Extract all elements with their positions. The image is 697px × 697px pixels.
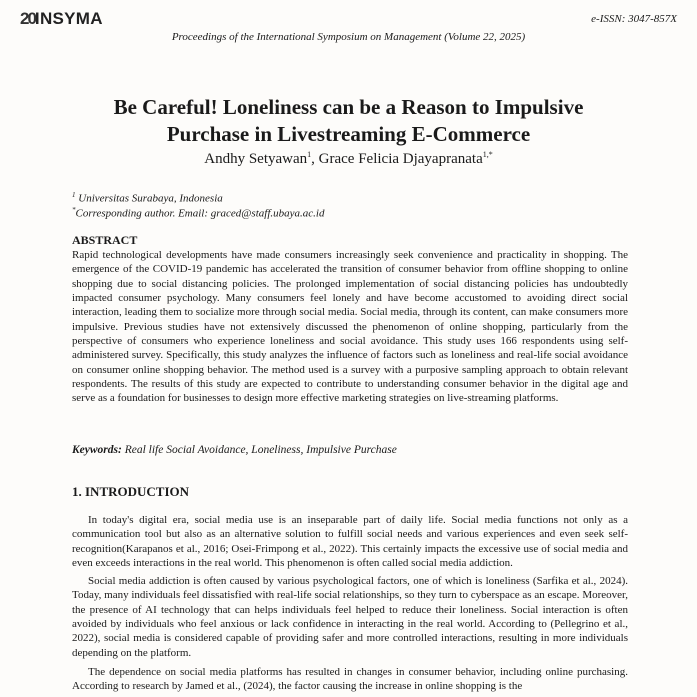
corresponding-author (72, 206, 632, 220)
insyma-logo (20, 9, 103, 29)
author-1: Andhy Setyawan (204, 151, 308, 167)
abstract-heading: ABSTRACT (72, 233, 138, 247)
keywords-line (72, 444, 628, 456)
author-2-affiliation: 1,* (482, 150, 493, 159)
logo-prefix: 20 (20, 9, 35, 28)
abstract-text: Rapid technological developments have made consumers increasingly seek convenience and practicality in shopping. The emergence of the COVID-19 pandemic has accelerated the transition of consumer behavior from offline shopping to online shopping due to social distancing policies. The prolonged implementation of social distancing policies has undoubtedly impacted consumer psychology. Many consumers feel lonely and have become accustomed to avoiding direct social interaction, leading them to socialize more through social media. Social media, through its content, can make consumers more impulsive. Previous studies have not extensively discussed the phenomenon of online shopping, particularly from the perspective of consumers who experience loneliness and social avoidance. This study uses 166 respondents using self-administered survey. Specifically, this study analyzes the influence of factors such as loneliness and real-life social avoidance on consumer online shopping behavior. The method used is a survey with a purposive sampling approach to obtain relevant respondents. The results of this study are expected to contribute to understanding consumer behavior in the digital age and serve as a foundation for businesses to design more effective marketing strategies on live-streaming platforms. (72, 249, 628, 405)
keywords-label: Keywords: (72, 444, 122, 456)
title-line-1: Be Careful! Loneliness can be a Reason to Impulsive (113, 95, 584, 119)
corresponding-marker: * (72, 206, 76, 214)
introduction-heading: 1. INTRODUCTION (72, 484, 190, 499)
intro-paragraph-2: Social media addiction is often caused by various psychological factors, one of which is loneliness (Sarfika et al., 2024). Today, many individuals feel dissatisfied with real-life social relationships, so they turn to cyberspace as an escape. Moreover, the presence of AI technology that can helps individuals feel helped to reduce their loneliness. Social interaction is often avoided by individuals who feel anxious or lack confidence in interacting in the real world. According to (Pellegrino et al., 2022), social media is considered capable of providing safer and more controlled interactions, resulting in more individuals depending on the platform. (72, 575, 628, 659)
author-separator: , (311, 151, 319, 167)
proceedings-header: Proceedings of the International Symposium on Management (Volume 22, 2025) (171, 31, 526, 43)
affiliation-text: Universitas Surabaya, Indonesia (75, 192, 223, 205)
logo-text: INSYMA (34, 9, 103, 28)
intro-paragraph-1: In today's digital era, social media use is an inseparable part of daily life. Social media functions not only as a communication tool but also as an alternative solution to fulfill social needs and various experiences and even seek self-recognition(Karapanos et al., 2016; Osei-Frimpong et al., 2022). This certainly impacts the excessive use of social media and even exceeds interactions in the real world. This phenomenon is often called social media addiction. (72, 514, 628, 570)
title-line-2: Purchase in Livestreaming E-Commerce (166, 122, 531, 146)
affiliation-marker: 1 (72, 191, 76, 199)
author-list (0, 150, 697, 168)
author-2: Grace Felicia Djayapranata (318, 151, 483, 167)
paper-title (40, 94, 657, 148)
issn-label: e-ISSN: 3047-857X (591, 13, 677, 25)
corresponding-text: Corresponding author. Email: graced@staff.ubaya.ac.id (75, 207, 325, 220)
keywords-text: Real life Social Avoidance, Loneliness, Impulsive Purchase (121, 444, 397, 456)
affiliation (72, 191, 632, 205)
author-1-affiliation: 1 (307, 150, 312, 159)
intro-paragraph-3: The dependence on social media platforms has resulted in changes in consumer behavior, including online purchasing. According to research by Jamed et al., (2024), the factor causing the increase in online shopping is the (72, 666, 628, 693)
